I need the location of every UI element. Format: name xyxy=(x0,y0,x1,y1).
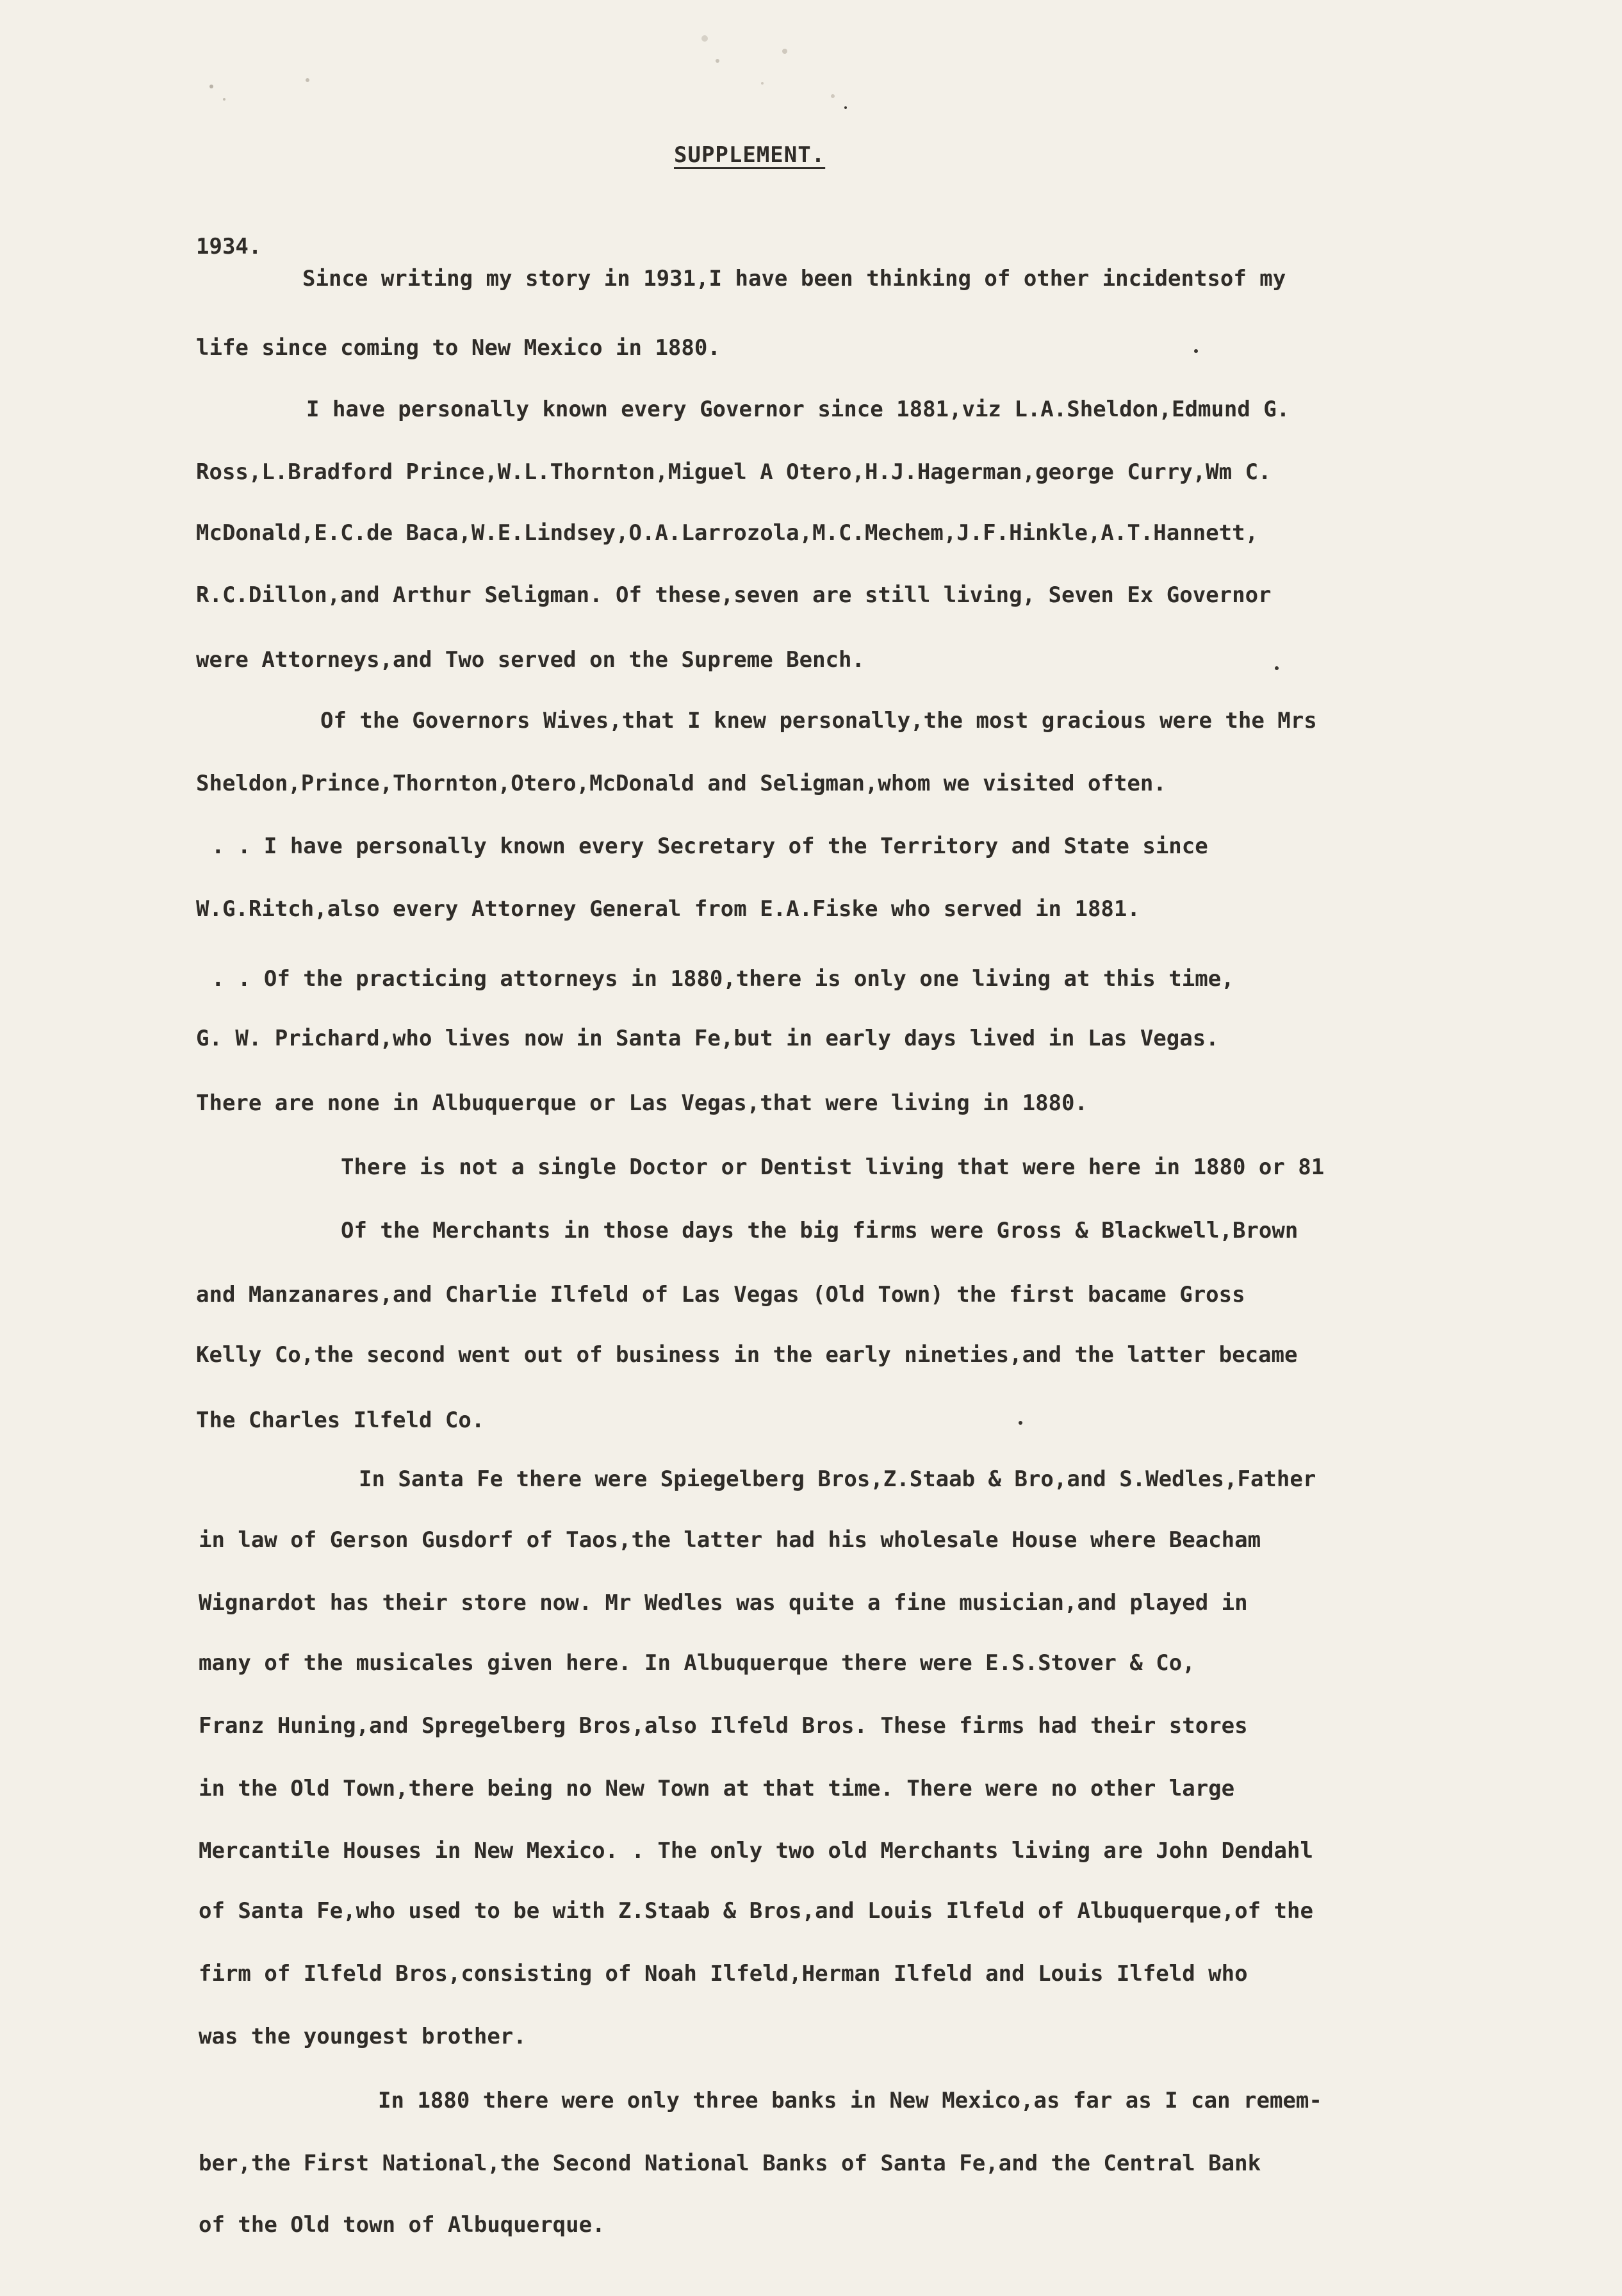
paper-specks xyxy=(192,26,897,141)
text-line: In Santa Fe there were Spiegelberg Bros,Z.Staab & Bro,and S.Wedles,Father xyxy=(359,1466,1316,1492)
text-line: I have personally known every Governor since 1881,viz L.A.Sheldon,Edmund G. xyxy=(306,397,1290,422)
text-line: ber,the First National,the Second National Banks of Santa Fe,and the Central Bank xyxy=(199,2151,1261,2176)
stray-mark xyxy=(1019,1421,1022,1425)
text-line: There is not a single Doctor or Dentist living that were here in 1880 or 81 xyxy=(341,1154,1325,1180)
document-year: 1934. xyxy=(196,234,262,259)
text-line: many of the musicales given here. In Albuquerque there were E.S.Stover & Co, xyxy=(199,1650,1195,1676)
text-line: Franz Huning,and Spregelberg Bros,also Ilfeld Bros. These firms had their stores xyxy=(199,1713,1248,1739)
document-heading: SUPPLEMENT. xyxy=(674,142,826,168)
text-line: was the youngest brother. xyxy=(199,2024,527,2049)
text-line: Wignardot has their store now. Mr Wedles was quite a fine musician,and played in xyxy=(199,1590,1248,1616)
stray-mark xyxy=(1275,666,1279,670)
text-line: Of the Merchants in those days the big firms were Gross & Blackwell,Brown xyxy=(341,1218,1298,1243)
text-line: Since writing my story in 1931,I have been thinking of other incidentsof my xyxy=(302,266,1286,291)
text-line: Sheldon,Prince,Thornton,Otero,McDonald and Seligman,whom we visited often. xyxy=(196,771,1167,796)
text-line: . . Of the practicing attorneys in 1880,there is only one living at this time, xyxy=(211,966,1234,992)
text-line: Of the Governors Wives,that I knew personally,the most gracious were the Mrs xyxy=(320,708,1317,734)
text-line: . . I have personally known every Secretary of the Territory and State since xyxy=(211,833,1208,859)
text-line: in law of Gerson Gusdorf of Taos,the latter had his wholesale House where Beacham xyxy=(199,1527,1261,1553)
text-line: firm of Ilfeld Bros,consisting of Noah Ilfeld,Herman Ilfeld and Louis Ilfeld who xyxy=(199,1961,1248,1987)
text-line: in the Old Town,there being no New Town at that time. There were no other large xyxy=(199,1776,1235,1801)
text-line: Kelly Co,the second went out of business in the early nineties,and the latter became xyxy=(196,1342,1298,1368)
text-line: Mercantile Houses in New Mexico. . The only two old Merchants living are John Dendahl xyxy=(199,1838,1313,1864)
text-line: W.G.Ritch,also every Attorney General from E.A.Fiske who served in 1881. xyxy=(196,896,1140,922)
text-line: and Manzanares,and Charlie Ilfeld of Las Vegas (Old Town) the first bacame Gross xyxy=(196,1282,1245,1308)
text-line: of Santa Fe,who used to be with Z.Staab & Bros,and Louis Ilfeld of Albuquerque,of the xyxy=(199,1898,1313,1924)
text-line: In 1880 there were only three banks in New Mexico,as far as I can remem- xyxy=(378,2088,1322,2113)
text-line: were Attorneys,and Two served on the Supreme Bench. xyxy=(196,647,865,673)
text-line: of the Old town of Albuquerque. xyxy=(199,2212,605,2238)
text-line: Ross,L.Bradford Prince,W.L.Thornton,Miguel A Otero,H.J.Hagerman,george Curry,Wm C. xyxy=(196,459,1272,485)
text-line: G. W. Prichard,who lives now in Santa Fe,but in early days lived in Las Vegas. xyxy=(196,1026,1219,1051)
text-line: The Charles Ilfeld Co. xyxy=(196,1407,485,1433)
text-line: R.C.Dillon,and Arthur Seligman. Of these,seven are still living, Seven Ex Governor xyxy=(196,582,1272,608)
stray-mark xyxy=(1194,349,1198,353)
text-line: life since coming to New Mexico in 1880. xyxy=(196,335,721,361)
text-line: McDonald,E.C.de Baca,W.E.Lindsey,O.A.Larrozola,M.C.Mechem,J.F.Hinkle,A.T.Hannett, xyxy=(196,520,1259,546)
text-line: There are none in Albuquerque or Las Vegas,that were living in 1880. xyxy=(196,1090,1088,1116)
